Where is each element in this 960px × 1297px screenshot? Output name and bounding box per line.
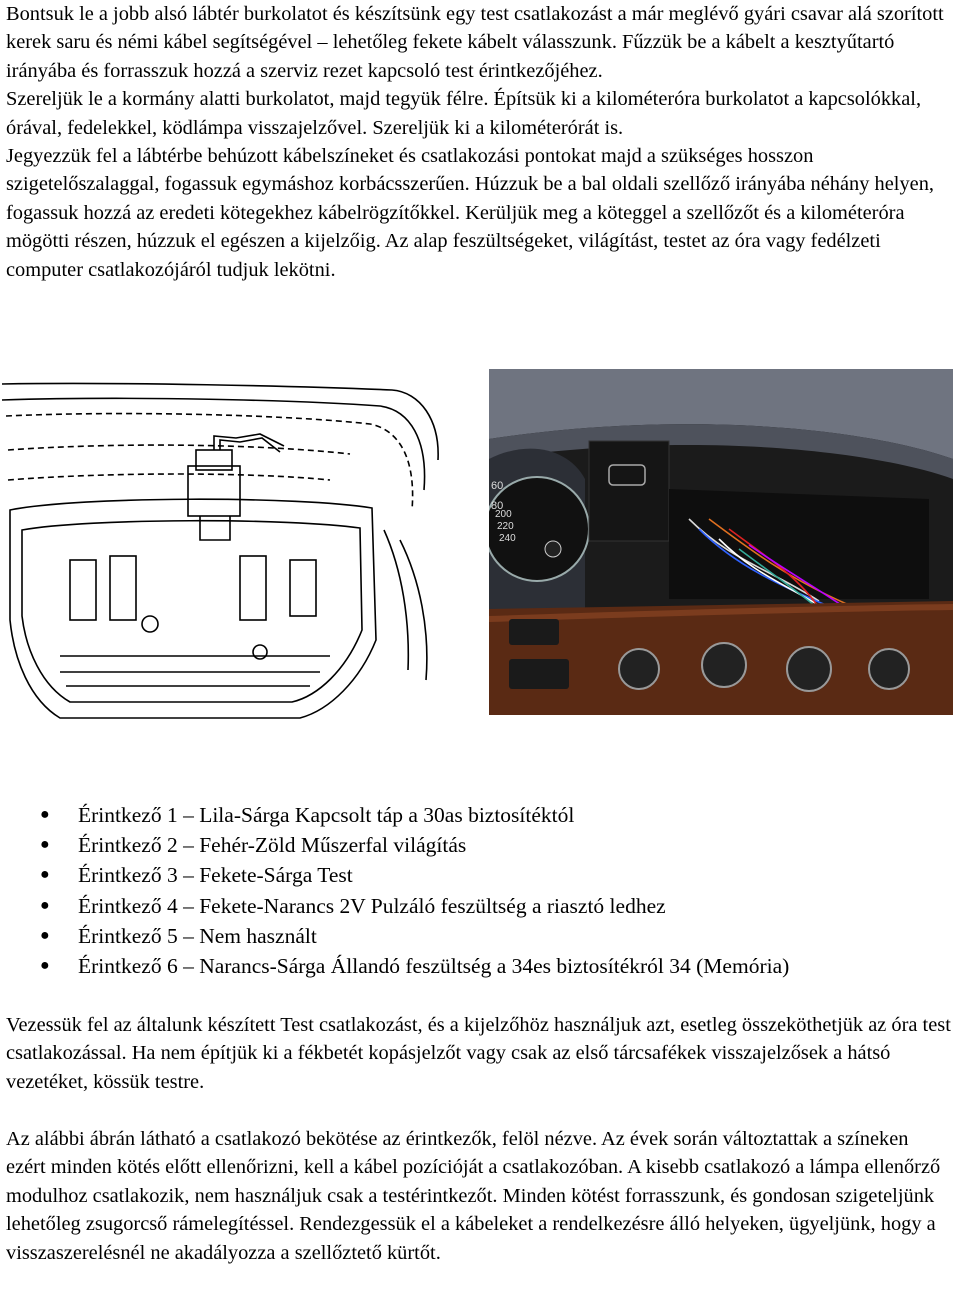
pin-list-item [0, 830, 940, 860]
gauge-tick-200: 200 [495, 509, 512, 520]
bullet-icon: ● [40, 926, 50, 944]
pin-list [0, 800, 940, 981]
pin-text: Érintkező 3 – Fekete-Sárga Test [78, 863, 353, 888]
intro-paragraph [6, 0, 952, 284]
pin-list-item [0, 951, 940, 981]
pin-text: Érintkező 1 – Lila-Sárga Kapcsolt táp a 30as biztosítéktól [78, 803, 575, 827]
after-list-paragraph: Vezessük fel az általunk készített Test csatlakozást, és a kijelzőhöz használjuk azt, esetleg összeköthetjük az óra test csatlakozással. Ha nem építjük ki a fékbetét kopásjelzőt vagy csak az első tárcsafékek visszajelzősek a hátsó vezetéket, kössük testre. [6, 1014, 951, 1093]
intro-sentence-3: Jegyezzük fel a lábtérbe behúzott kábelszíneket és csatlakozási pontokat majd a szükséges hosszon szigetelőszalaggal, fogassuk egymáshoz korbácsszerűen. Húzzuk be a bal oldali szellőző irányába néhány helyen, fogassuk hozzá az eredeti kötegekhez kábelrögzítőkkel. Kerüljük meg a köteggel a szellőzőt és a kilométeróra mögötti részen, húzzuk el egészen a kijelzőig. Az alap feszültségeket, világítást, testet az óra vagy fedélzeti computer csatlakozójáról tudjuk lekötni. [6, 145, 934, 281]
bullet-icon: ● [40, 806, 50, 823]
bullet-icon: ● [40, 896, 50, 914]
dashboard-wiring-photo [489, 369, 953, 715]
gauge-tick-220: 220 [497, 521, 514, 532]
pin-text: Érintkező 4 – Fekete-Narancs 2V Pulzáló feszültség a riasztó ledhez [78, 893, 666, 918]
intro-sentence-2: Szereljük le a kormány alatti burkolatot, majd tegyük félre. Építsük ki a kilométeróra burkolatot a kapcsolókkal, órával, fedelekkel, ködlámpa visszajelzővel. Szereljük ki a kilométerórát is. [6, 88, 922, 139]
pin-text: Érintkező 6 – Narancs-Sárga Állandó feszültség a 34es biztosítékról 34 (Memória) [78, 954, 790, 979]
pin-text: Érintkező 5 – Nem használt [78, 923, 317, 948]
pin-text: Érintkező 2 – Fehér-Zöld Műszerfal világítás [78, 833, 467, 858]
bullet-icon: ● [40, 866, 50, 884]
instrument-cluster-drawing [0, 380, 458, 725]
bullet-icon: ● [40, 836, 50, 854]
pin-list-item [0, 891, 940, 921]
pin-list-item [0, 921, 940, 951]
gauge-tick-240: 240 [499, 533, 516, 544]
intro-sentence-1: Bontsuk le a jobb alsó lábtér burkolatot és készítsünk egy test csatlakozást a már meglévő gyári csavar alá szorított kerek saru és némi kábel segítségével – lehetőleg fekete kábelt válasszunk. Fűzzük be a kábelt a kesztyűtartó irányába és forrasszuk hozzá a szerviz rezet kapcsoló test érintkezőjéhez. [6, 3, 944, 82]
gauge-tick-80: 80 [491, 500, 504, 512]
pin-list-item [0, 800, 940, 830]
pin-list-item [0, 860, 940, 890]
final-paragraph: Az alábbi ábrán látható a csatlakozó bekötése az érintkezők, felöl nézve. Az évek során változtattak a színeken ezért minden kötés előtt ellenőrizni, kell a kábel pozícióját a csatlakozóban. A kisebb csatlakozó a lámpa ellenőrző modulhoz csatlakozik, nem használjuk csak a testérintkezőt. Minden kötést forrasszunk, és gondosan szigeteljünk lehetőleg zsugorcső rámelegítéssel. Rendezgessük el a kábeleket a rendelkezésre álló helyeken, ügyeljünk, hogy a visszaszerelésnél ne akadályozza a szellőztető kürtőt. [6, 1128, 941, 1264]
gauge-tick-60: 60 [491, 480, 504, 492]
bullet-icon: ● [40, 957, 50, 975]
